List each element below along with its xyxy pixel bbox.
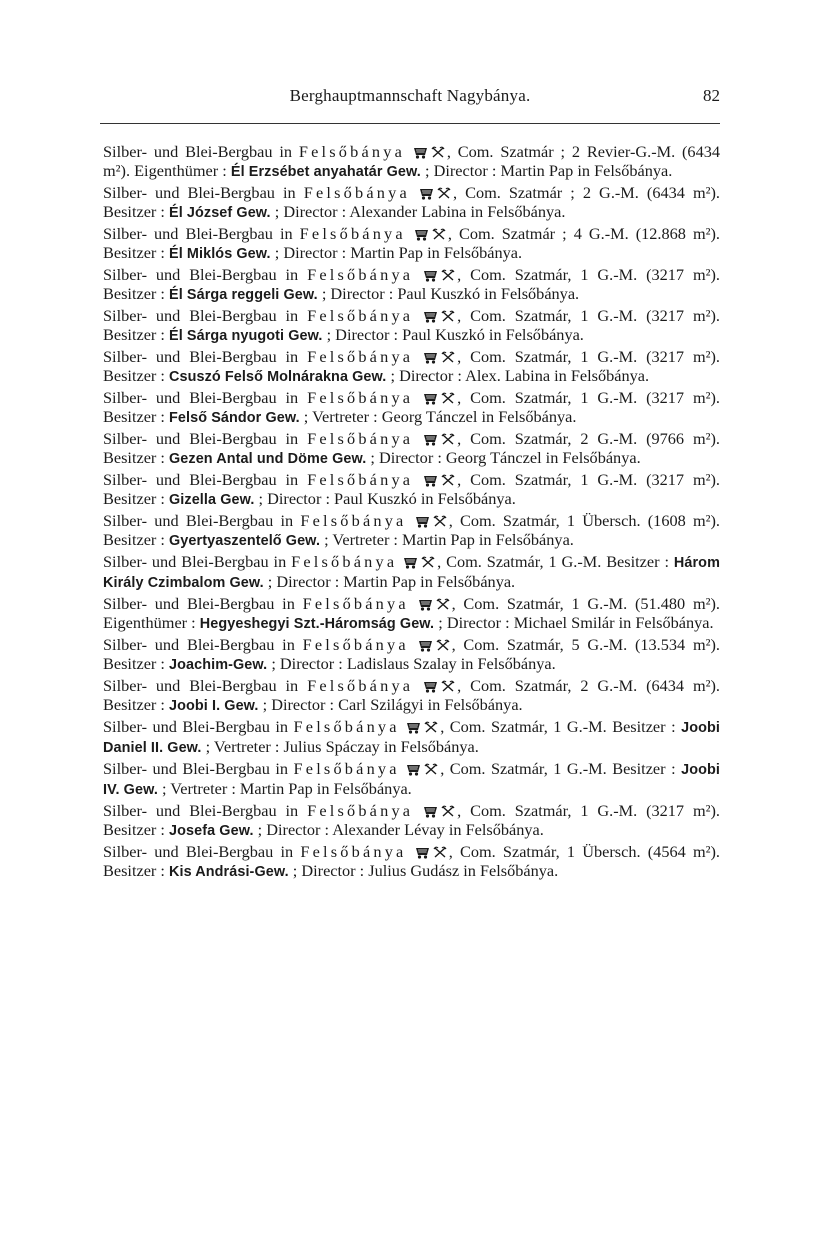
entry-role: ; Director :: [288, 860, 369, 880]
entry-details: , Com. Szatmár, 5 G.-M. (13.534 m²). Besitzer :: [103, 635, 720, 673]
entry: [103, 225, 720, 263]
entry: [103, 595, 720, 633]
entry-place: Felsőbánya: [307, 265, 414, 284]
mine-cart-icon: [418, 597, 433, 611]
entry-company: Josefa Gew.: [169, 822, 254, 839]
entry-place: Felsőbánya: [307, 470, 414, 489]
entry-company: Kis Andrási-Gew.: [169, 863, 289, 880]
entry-person: Georg Tánczel in Felsőbánya.: [381, 406, 577, 426]
entry-role: ; Director :: [263, 571, 344, 591]
entry: [103, 430, 720, 468]
hammer-and-pick-icon: [431, 145, 445, 159]
mine-cart-icon: [415, 845, 430, 859]
entry-role: ; Vertreter :: [320, 529, 403, 549]
entry-prefix: Silber- und Blei-Bergbau in: [103, 759, 294, 778]
entry-place: Felsőbánya: [307, 429, 414, 448]
entry-prefix: Silber- und Blei-Bergbau in: [103, 265, 308, 284]
entry: [103, 512, 720, 550]
entry-role: ; Director :: [434, 612, 514, 632]
page-number: 82: [703, 86, 720, 105]
entry-details: , Com. Szatmár, 1 G.-M. Besitzer :: [440, 759, 682, 778]
entry-details: , Com. Szatmár, 1 G.-M. (3217 m²). Besitzer :: [103, 306, 720, 344]
entry-role: ; Director :: [420, 160, 501, 180]
entry-role: ; Director :: [366, 447, 446, 467]
entry-place: Felsőbánya: [307, 801, 414, 820]
entry-company: Joachim-Gew.: [169, 656, 268, 673]
entry-details: , Com. Szatmár, 1 G.-M. (3217 m²). Besitzer :: [103, 801, 720, 839]
entry-prefix: Silber- und Blei-Bergbau in: [103, 594, 303, 613]
entry-details: , Com. Szatmár, 1 G.-M. (3217 m²). Besitzer :: [103, 470, 720, 508]
entry-person: Ladislaus Szalay in Felsőbánya.: [346, 653, 556, 673]
entry: [103, 802, 720, 840]
entry-prefix: Silber- und Blei-Bergbau in: [103, 717, 294, 736]
entry-prefix: Silber- und Blei-Bergbau in: [103, 842, 301, 861]
mine-cart-icon: [423, 391, 438, 405]
entry-prefix: Silber- und Blei-Bergbau in: [103, 224, 300, 243]
entry-details: , Com. Szatmár, 1 Übersch. (1608 m²). Besitzer :: [103, 511, 720, 549]
entry-company: Él Sárga nyugoti Gew.: [169, 327, 323, 344]
entry-details: , Com. Szatmár, 2 G.-M. (9766 m²). Besitzer :: [103, 429, 720, 467]
entry-company: Él Sárga reggeli Gew.: [169, 286, 318, 303]
entry-prefix: Silber- und Blei-Bergbau in: [103, 183, 304, 202]
entry-person: Julius Gudász in Felsőbánya.: [368, 860, 559, 880]
hammer-and-pick-icon: [421, 555, 435, 569]
entry-role: ; Director :: [267, 653, 347, 673]
mine-cart-icon: [406, 720, 421, 734]
entry-role: ; Vertreter :: [299, 406, 382, 426]
entry-company: Joobi Daniel II. Gew.: [103, 720, 720, 756]
hammer-and-pick-icon: [441, 268, 455, 282]
entry-prefix: Silber- und Blei-Bergbau in: [103, 676, 308, 695]
entry-person: Martin Pap in Felsőbánya.: [402, 529, 574, 549]
entry-place: Felsőbánya: [298, 142, 406, 161]
entry-person: Georg Tánczel in Felsőbánya.: [445, 447, 641, 467]
entry-prefix: Silber- und Blei-Bergbau in: [103, 552, 292, 571]
entry: [103, 389, 720, 427]
entry: [103, 471, 720, 509]
entry-list: [103, 143, 720, 884]
hammer-and-pick-icon: [437, 186, 451, 200]
entry-prefix: Silber- und Blei-Bergbau in: [103, 388, 308, 407]
entry-place: Felsőbánya: [291, 552, 398, 571]
mine-cart-icon: [414, 227, 429, 241]
entry-company: Él Miklós Gew.: [169, 245, 271, 262]
entry-person: Alexander Labina in Felsőbánya.: [349, 201, 566, 221]
mine-cart-icon: [423, 432, 438, 446]
entry: [103, 843, 720, 881]
hammer-and-pick-icon: [424, 720, 438, 734]
entry: [103, 760, 720, 799]
entry-person: Martin Pap in Felsőbánya.: [500, 160, 673, 180]
entry-person: Paul Kuszkó in Felsőbánya.: [397, 283, 580, 303]
header-rule: [100, 123, 720, 124]
entry-prefix: Silber- und Blei-Bergbau in: [103, 306, 308, 325]
entry-details: , Com. Szatmár ; 2 Revier-G.-M. (6434 m²). Eigenthümer :: [103, 142, 720, 180]
entry-company: Gizella Gew.: [169, 491, 255, 508]
entry: [103, 143, 720, 181]
entry-role: ; Director :: [322, 324, 403, 344]
entry: [103, 677, 720, 715]
entry-company: Csuszó Felső Molnárakna Gew.: [169, 368, 387, 385]
entry-company: Joobi I. Gew.: [169, 697, 259, 714]
running-header: [100, 86, 720, 116]
entry-role: ; Director :: [254, 488, 335, 508]
entry-place: Felsőbánya: [307, 306, 414, 325]
entry-role: ; Director :: [386, 365, 466, 385]
entry-person: Paul Kuszkó in Felsőbánya.: [402, 324, 584, 344]
mine-cart-icon: [423, 473, 438, 487]
hammer-and-pick-icon: [424, 762, 438, 776]
entry: [103, 348, 720, 386]
entry-details: , Com. Szatmár ; 4 G.-M. (12.868 m²). Besitzer :: [103, 224, 720, 262]
mine-cart-icon: [423, 804, 438, 818]
entry-role: ; Vertreter :: [201, 736, 284, 756]
entry: [103, 184, 720, 222]
mine-cart-icon: [415, 514, 430, 528]
entry-place: Felsőbánya: [302, 594, 409, 613]
entry-details: , Com. Szatmár, 1 G.-M. Besitzer :: [440, 717, 682, 736]
hammer-and-pick-icon: [441, 679, 455, 693]
entry-place: Felsőbánya: [300, 511, 407, 530]
entry-prefix: Silber- und Blei-Bergbau in: [103, 429, 308, 448]
mine-cart-icon: [419, 186, 434, 200]
entry-role: ; Director :: [270, 242, 351, 262]
entry-prefix: Silber- und Blei-Bergbau in: [103, 801, 308, 820]
mine-cart-icon: [413, 145, 428, 159]
entry-role: ; Director :: [317, 283, 398, 303]
entry-role: ; Director :: [253, 819, 333, 839]
hammer-and-pick-icon: [433, 845, 447, 859]
entry-person: Martin Pap in Felsőbánya.: [343, 571, 516, 591]
entry-place: Felsőbánya: [299, 224, 406, 243]
entry-details: , Com. Szatmár, 1 G.-M. (3217 m²). Besitzer :: [103, 265, 720, 303]
entry-person: Michael Smilár in Felsőbánya.: [513, 612, 714, 632]
hammer-and-pick-icon: [441, 309, 455, 323]
entry-person: Alexander Lévay in Felsőbánya.: [332, 819, 544, 839]
hammer-and-pick-icon: [441, 804, 455, 818]
entry-prefix: Silber- und Blei-Bergbau in: [103, 142, 299, 161]
entry-place: Felsőbánya: [307, 347, 414, 366]
hammer-and-pick-icon: [436, 638, 450, 652]
entry-person: Martin Pap in Felsőbánya.: [239, 778, 412, 798]
entry: [103, 266, 720, 304]
entry-details: , Com. Szatmár, 1 G.-M. (3217 m²). Besitzer :: [103, 388, 720, 426]
entry-company: Hegyeshegyi Szt.-Háromság Gew.: [199, 615, 435, 632]
entry-role: ; Director :: [270, 201, 350, 221]
entry-company: Él József Gew.: [169, 204, 271, 221]
entry-role: ; Vertreter :: [157, 778, 240, 798]
entry-details: , Com. Szatmár, 2 G.-M. (6434 m²). Besitzer :: [103, 676, 720, 714]
mine-cart-icon: [423, 350, 438, 364]
mine-cart-icon: [418, 638, 433, 652]
entry-place: Felsőbánya: [293, 717, 400, 736]
entry-company: Joobi IV. Gew.: [103, 762, 720, 798]
entry: [103, 553, 720, 592]
mine-cart-icon: [406, 762, 421, 776]
entry-place: Felsőbánya: [307, 676, 414, 695]
hammer-and-pick-icon: [441, 391, 455, 405]
entry-person: Martin Pap in Felsőbánya.: [350, 242, 523, 262]
hammer-and-pick-icon: [433, 514, 447, 528]
entry-company: Él Erzsébet anyahatár Gew.: [230, 163, 421, 180]
hammer-and-pick-icon: [432, 227, 446, 241]
entry-prefix: Silber- und Blei-Bergbau in: [103, 347, 308, 366]
entry-details: , Com. Szatmár, 1 G.-M. (51.480 m²). Eigenthümer :: [103, 594, 720, 632]
entry-prefix: Silber- und Blei-Bergbau in: [103, 635, 303, 654]
entry-prefix: Silber- und Blei-Bergbau in: [103, 511, 301, 530]
entry-person: Paul Kuszkó in Felsőbánya.: [334, 488, 516, 508]
header-title: Berghauptmannschaft Nagybánya.: [289, 86, 531, 105]
entry-place: Felsőbánya: [302, 635, 409, 654]
entry: [103, 718, 720, 757]
entry-place: Felsőbánya: [300, 842, 407, 861]
mine-cart-icon: [403, 555, 418, 569]
entry-person: Alex. Labina in Felsőbánya.: [465, 365, 650, 385]
entry-details: , Com. Szatmár, 1 G.-M. (3217 m²). Besitzer :: [103, 347, 720, 385]
entry: [103, 636, 720, 674]
entry-company: Felső Sándor Gew.: [169, 409, 300, 426]
entry-place: Felsőbánya: [303, 183, 410, 202]
entry-company: Gezen Antal und Döme Gew.: [169, 450, 367, 467]
entry-role: ; Director :: [258, 694, 339, 714]
entry-details: , Com. Szatmár, 1 Übersch. (4564 m²). Besitzer :: [103, 842, 720, 880]
entry-company: Három Király Czimbalom Gew.: [103, 555, 720, 591]
entry-prefix: Silber- und Blei-Bergbau in: [103, 470, 308, 489]
entry-person: Julius Spáczay in Felsőbánya.: [283, 736, 479, 756]
entry-person: Carl Szilágyi in Felsőbánya.: [338, 694, 523, 714]
entry-place: Felsőbánya: [307, 388, 414, 407]
mine-cart-icon: [423, 268, 438, 282]
entry: [103, 307, 720, 345]
entry-place: Felsőbánya: [293, 759, 400, 778]
entry-details: , Com. Szatmár, 1 G.-M. Besitzer :: [437, 552, 674, 571]
hammer-and-pick-icon: [441, 473, 455, 487]
hammer-and-pick-icon: [441, 432, 455, 446]
entry-company: Gyertyaszentelő Gew.: [169, 532, 321, 549]
hammer-and-pick-icon: [436, 597, 450, 611]
mine-cart-icon: [423, 679, 438, 693]
hammer-and-pick-icon: [441, 350, 455, 364]
mine-cart-icon: [423, 309, 438, 323]
entry-details: , Com. Szatmár ; 2 G.-M. (6434 m²). Besitzer :: [103, 183, 720, 221]
